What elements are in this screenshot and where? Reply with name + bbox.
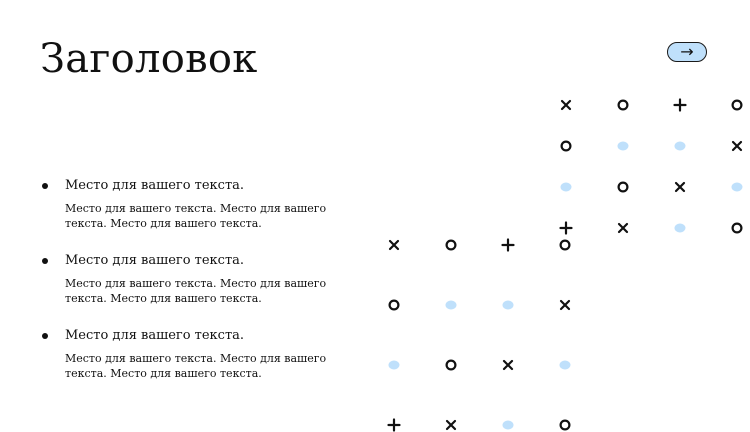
bullet-body: Место для вашего текста. Место для вашего текста. Место для вашего текста. (65, 202, 327, 230)
bullet-dot-icon (42, 183, 48, 189)
cross-icon (731, 140, 743, 152)
bullet-dot-icon (42, 258, 48, 264)
dot-icon (674, 140, 686, 152)
dot-icon (617, 140, 629, 152)
dot-icon (731, 181, 743, 193)
bullet-item (40, 253, 365, 306)
bullet-item (40, 178, 365, 231)
cross-icon (502, 359, 514, 371)
next-button[interactable] (667, 42, 707, 62)
page-title: Заголовок (40, 36, 258, 82)
bullet-body: Место для вашего текста. Место для вашего текста. Место для вашего текста. (65, 352, 327, 380)
dot-icon (388, 359, 400, 371)
cross-icon (388, 239, 400, 251)
plus-icon (673, 98, 687, 112)
dot-icon (445, 299, 457, 311)
ring-icon (559, 239, 572, 252)
cross-icon (674, 181, 686, 193)
cross-icon (445, 419, 457, 431)
bullet-item (40, 328, 365, 381)
ring-icon (560, 140, 573, 153)
ring-icon (731, 222, 744, 235)
bullet-heading: Место для вашего текста. (65, 178, 245, 193)
arrow-right-icon: → (680, 42, 694, 61)
dot-icon (674, 222, 686, 234)
dot-icon (559, 359, 571, 371)
dot-icon (502, 419, 514, 431)
dot-icon (560, 181, 572, 193)
bullet-heading: Место для вашего текста. (65, 253, 245, 268)
plus-icon (559, 221, 573, 235)
ring-icon (731, 99, 744, 112)
ring-icon (445, 239, 458, 252)
ring-icon (617, 99, 630, 112)
ring-icon (559, 419, 572, 432)
ring-icon (388, 299, 401, 312)
bullet-heading: Место для вашего текста. (65, 328, 245, 343)
cross-icon (559, 299, 571, 311)
dot-icon (502, 299, 514, 311)
ring-icon (617, 181, 630, 194)
bullet-dot-icon (42, 333, 48, 339)
cross-icon (560, 99, 572, 111)
plus-icon (501, 238, 515, 252)
cross-icon (617, 222, 629, 234)
plus-icon (387, 418, 401, 432)
bullet-body: Место для вашего текста. Место для вашего текста. Место для вашего текста. (65, 277, 327, 305)
ring-icon (445, 359, 458, 372)
